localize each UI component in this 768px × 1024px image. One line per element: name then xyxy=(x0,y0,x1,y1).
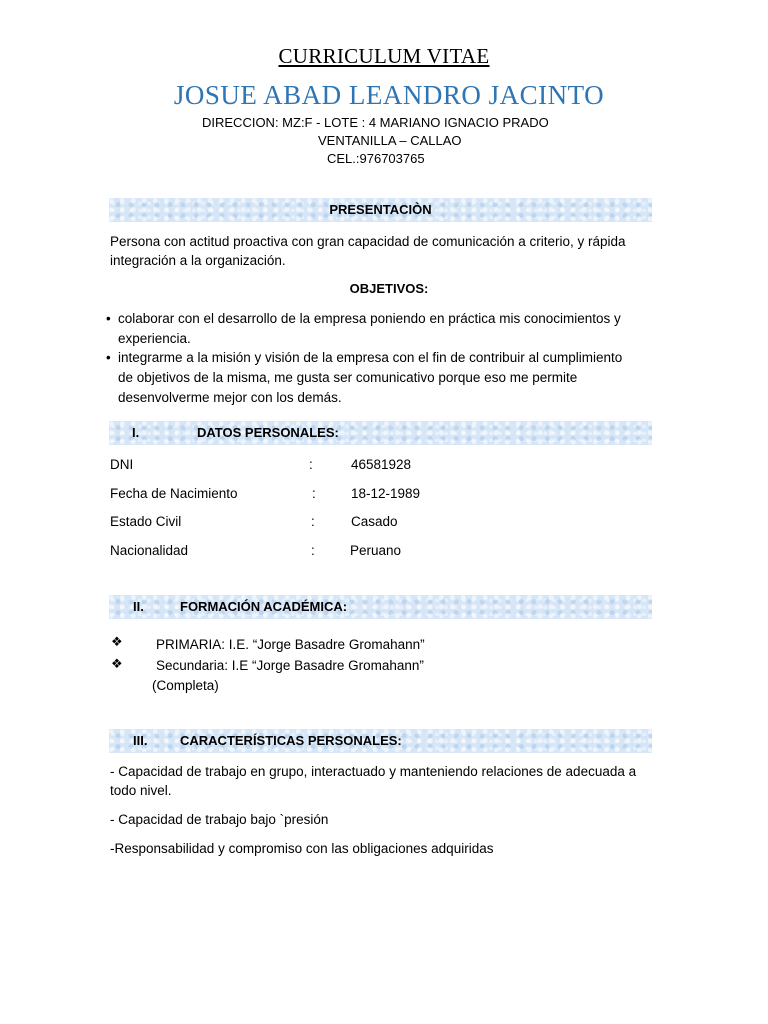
formacion-note: (Completa) xyxy=(152,678,219,693)
person-name: JOSUE ABAD LEANDRO JACINTO xyxy=(173,80,605,110)
caracteristica-line: todo nivel. xyxy=(110,783,172,798)
formacion-item: PRIMARIA: I.E. “Jorge Basadre Gromahann” xyxy=(156,637,425,652)
section-number: I. xyxy=(132,425,140,440)
objetivo-line: experiencia. xyxy=(118,331,191,346)
section-band-datos xyxy=(109,421,652,445)
section-number: III. xyxy=(133,733,148,748)
dato-value: Casado xyxy=(351,514,398,529)
section-heading-presentacion: PRESENTACIÒN xyxy=(329,202,432,217)
bullet-icon: • xyxy=(106,350,111,365)
dato-value: 18-12-1989 xyxy=(351,486,421,501)
objetivos-heading: OBJETIVOS: xyxy=(349,281,429,296)
dato-label: Fecha de Nacimiento xyxy=(110,486,238,501)
dato-separator: : xyxy=(309,457,313,472)
objetivo-line: integrarme a la misión y visión de la empresa con el fin de contribuir al cumplimiento xyxy=(118,350,623,365)
objetivo-item xyxy=(106,348,666,408)
caracteristica-line: - Capacidad de trabajo en grupo, interactuado y manteniendo relaciones de adecuada a xyxy=(110,764,637,779)
objetivo-line: desenvolverme mejor con los demás. xyxy=(118,390,342,405)
objetivo-line: colaborar con el desarrollo de la empresa poniendo en práctica mis conocimientos y xyxy=(118,311,621,326)
dato-value: Peruano xyxy=(350,543,402,558)
section-band-formacion xyxy=(109,595,652,619)
dato-label: DNI xyxy=(110,457,134,472)
address-line-2: VENTANILLA – CALLAO xyxy=(318,133,462,148)
dato-separator: : xyxy=(311,514,315,529)
objetivo-line: de objetivos de la misma, me gusta ser comunicativo porque eso me permite xyxy=(118,370,578,385)
presentacion-text-line-1: Persona con actitud proactiva con gran capacidad de comunicación a criterio, y rápida xyxy=(110,234,626,249)
diamond-bullet-icon: ❖ xyxy=(111,656,123,671)
section-heading-formacion: FORMACIÓN ACADÉMICA: xyxy=(180,599,348,614)
dato-value: 46581928 xyxy=(351,457,412,472)
dato-separator: : xyxy=(311,543,315,558)
formacion-item: Secundaria: I.E “Jorge Basadre Gromahann” xyxy=(156,658,424,673)
section-number: II. xyxy=(133,599,144,614)
cv-title: CURRICULUM VITAE xyxy=(278,44,490,68)
dato-label: Estado Civil xyxy=(110,514,182,529)
objetivo-item xyxy=(106,309,666,349)
section-heading-caracteristicas: CARACTERÍSTICAS PERSONALES: xyxy=(180,733,402,748)
section-band-caracteristicas xyxy=(109,729,652,753)
bullet-icon: • xyxy=(106,311,111,326)
dato-label: Nacionalidad xyxy=(110,543,189,558)
phone: CEL.:976703765 xyxy=(327,151,425,166)
caracteristica-line: -Responsabilidad y compromiso con las obligaciones adquiridas xyxy=(110,841,494,856)
address-line-1: DIRECCION: MZ:F - LOTE : 4 MARIANO IGNACIO PRADO xyxy=(202,115,549,130)
diamond-bullet-icon: ❖ xyxy=(111,634,123,649)
dato-separator: : xyxy=(312,486,316,501)
section-heading-datos: DATOS PERSONALES: xyxy=(197,425,339,440)
section-band-presentacion xyxy=(109,198,652,222)
caracteristica-line: - Capacidad de trabajo bajo `presión xyxy=(110,812,329,827)
presentacion-text-line-2: integración a la organización. xyxy=(110,253,286,268)
